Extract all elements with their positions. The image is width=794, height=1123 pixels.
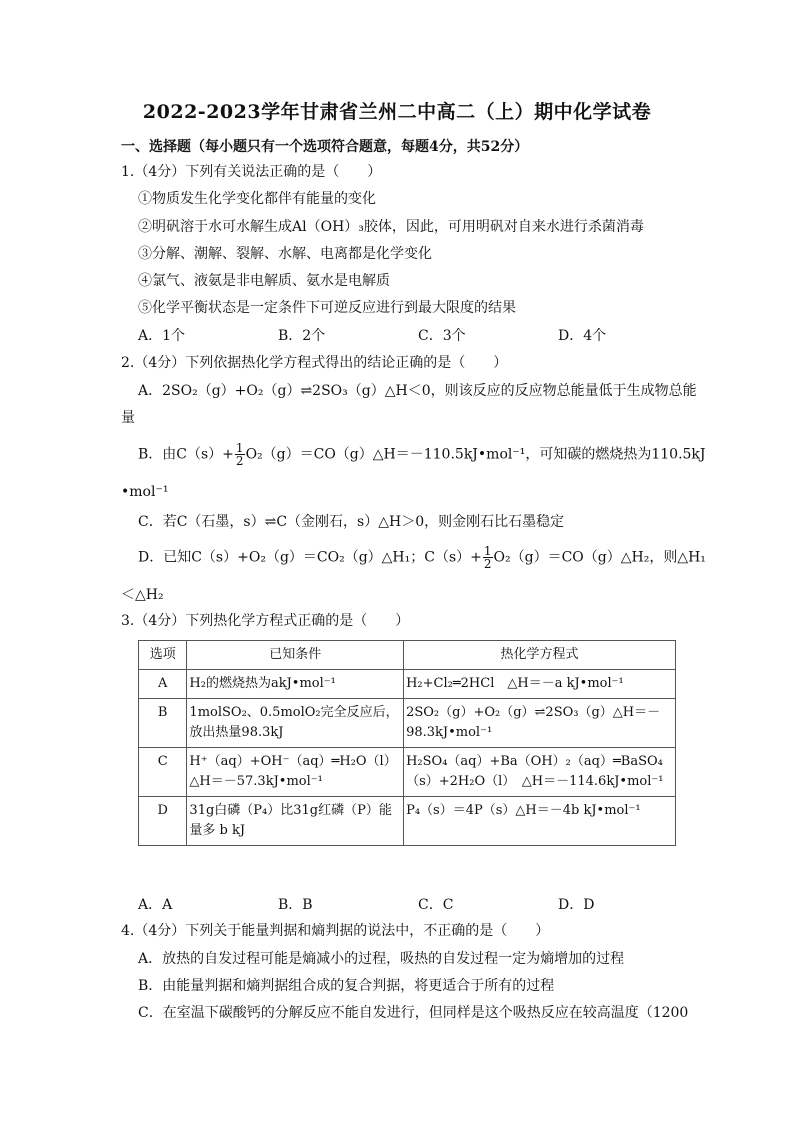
q1-choice-c[interactable]: C．3个	[418, 328, 466, 344]
q4-option-a[interactable]: A．放热的自发过程可能是熵减小的过程，吸热的自发过程一定为熵增加的过程	[138, 951, 625, 967]
q4-option-c[interactable]: C．在室温下碳酸钙的分解反应不能自发进行，但同样是这个吸热反应在较高温度（1200	[138, 1005, 689, 1021]
q2-option-a-cont: 量	[121, 410, 135, 426]
q2-option-a[interactable]: A．2SO₂（g）+O₂（g）⇌2SO₃（g）△H＜0，则该反应的反应物总能量低于生成物总能	[138, 383, 697, 399]
row-option: A	[139, 670, 187, 699]
exam-title: 2022-2023学年甘肃省兰州二中高二（上）期中化学试卷	[142, 101, 652, 123]
row-equation: H₂+Cl₂═2HCl △H＝－a kJ•mol⁻¹	[404, 670, 676, 699]
q1-item-5: ⑤化学平衡状态是一定条件下可逆反应进行到最大限度的结果	[138, 300, 516, 316]
q3-choice-a[interactable]: A．A	[138, 897, 173, 913]
q3-choice-b[interactable]: B．B	[278, 897, 313, 913]
q3-table	[138, 640, 676, 846]
q1-item-2: ②明矾溶于水可水解生成Al（OH）₃胶体，因此，可用明矾对自来水进行杀菌消毒	[138, 219, 644, 235]
header-equation: 热化学方程式	[404, 641, 676, 670]
row-option: C	[139, 748, 187, 797]
q3-choice-c[interactable]: C．C	[418, 897, 454, 913]
fraction-one-half	[235, 442, 245, 467]
row-option: B	[139, 699, 187, 748]
table-row	[139, 797, 676, 846]
q2-stem: 2.（4分）下列依据热化学方程式得出的结论正确的是（ ）	[121, 355, 508, 371]
row-equation: H₂SO₄（aq）+Ba（OH）₂（aq）═BaSO₄（s）+2H₂O（l） △H＝－114.6kJ•mol⁻¹	[404, 748, 676, 797]
frac-numerator: 1	[483, 544, 492, 558]
row-condition: H₂的燃烧热为akJ•mol⁻¹	[187, 670, 404, 699]
q2-option-d-post: O₂（g）＝CO（g）△H₂，则△H₁	[493, 549, 706, 566]
q1-item-4: ④氯气、液氨是非电解质、氨水是电解质	[138, 273, 390, 289]
q3-choice-d[interactable]: D．D	[558, 897, 595, 913]
q2-option-d[interactable]	[138, 545, 706, 570]
table-row	[139, 748, 676, 797]
fraction-one-half	[483, 545, 493, 570]
q2-option-d-pre: D．已知C（s）+O₂（g）＝CO₂（g）△H₁；C（s）+	[138, 549, 482, 566]
q2-option-d-cont: ＜△H₂	[121, 587, 164, 603]
q2-option-b[interactable]	[138, 442, 706, 467]
row-condition: 1molSO₂、0.5molO₂完全反应后，放出热量98.3kJ	[187, 699, 404, 748]
q1-choice-d[interactable]: D．4个	[558, 328, 607, 344]
row-equation: 2SO₂（g）+O₂（g）⇌2SO₃（g）△H＝－98.3kJ•mol⁻¹	[404, 699, 676, 748]
q2-option-b-cont: •mol⁻¹	[121, 484, 169, 500]
q1-item-3: ③分解、潮解、裂解、水解、电离都是化学变化	[138, 246, 432, 262]
header-option: 选项	[139, 641, 187, 670]
q4-option-b[interactable]: B．由能量判据和熵判据组合成的复合判据，将更适合于所有的过程	[138, 978, 555, 994]
row-condition: 31g白磷（P₄）比31g红磷（P）能量多 b kJ	[187, 797, 404, 846]
q3-choices	[138, 896, 698, 914]
section-heading: 一、选择题（每小题只有一个选项符合题意，每题4分，共52分）	[121, 139, 529, 155]
q1-choice-a[interactable]: A．1个	[138, 328, 186, 344]
q2-option-b-post: O₂（g）＝CO（g）△H＝－110.5kJ•mol⁻¹，可知碳的燃烧热为110.5kJ	[245, 446, 706, 463]
frac-numerator: 1	[235, 441, 244, 455]
q2-option-c[interactable]: C．若C（石墨，s）⇌C（金刚石，s）△H＞0，则金刚石比石墨稳定	[138, 514, 565, 530]
frac-denominator: 2	[483, 557, 492, 571]
table-row	[139, 699, 676, 748]
q1-choice-b[interactable]: B．2个	[278, 328, 326, 344]
q1-choices	[138, 327, 698, 345]
q1-item-1: ①物质发生化学变化都伴有能量的变化	[138, 191, 376, 207]
table-row	[139, 670, 676, 699]
row-equation: P₄（s）＝4P（s）△H＝－4b kJ•mol⁻¹	[404, 797, 676, 846]
q2-option-b-pre: B．由C（s）+	[138, 446, 234, 463]
header-condition: 已知条件	[187, 641, 404, 670]
row-option: D	[139, 797, 187, 846]
row-condition: H⁺（aq）+OH⁻（aq）═H₂O（l）△H＝－57.3kJ•mol⁻¹	[187, 748, 404, 797]
table-header-row	[139, 641, 676, 670]
q4-stem: 4.（4分）下列关于能量判据和熵判据的说法中，不正确的是（ ）	[121, 923, 550, 939]
q3-stem: 3.（4分）下列热化学方程式正确的是（ ）	[121, 613, 410, 629]
frac-denominator: 2	[235, 454, 244, 468]
q1-stem: 1.（4分）下列有关说法正确的是（ ）	[121, 164, 382, 180]
